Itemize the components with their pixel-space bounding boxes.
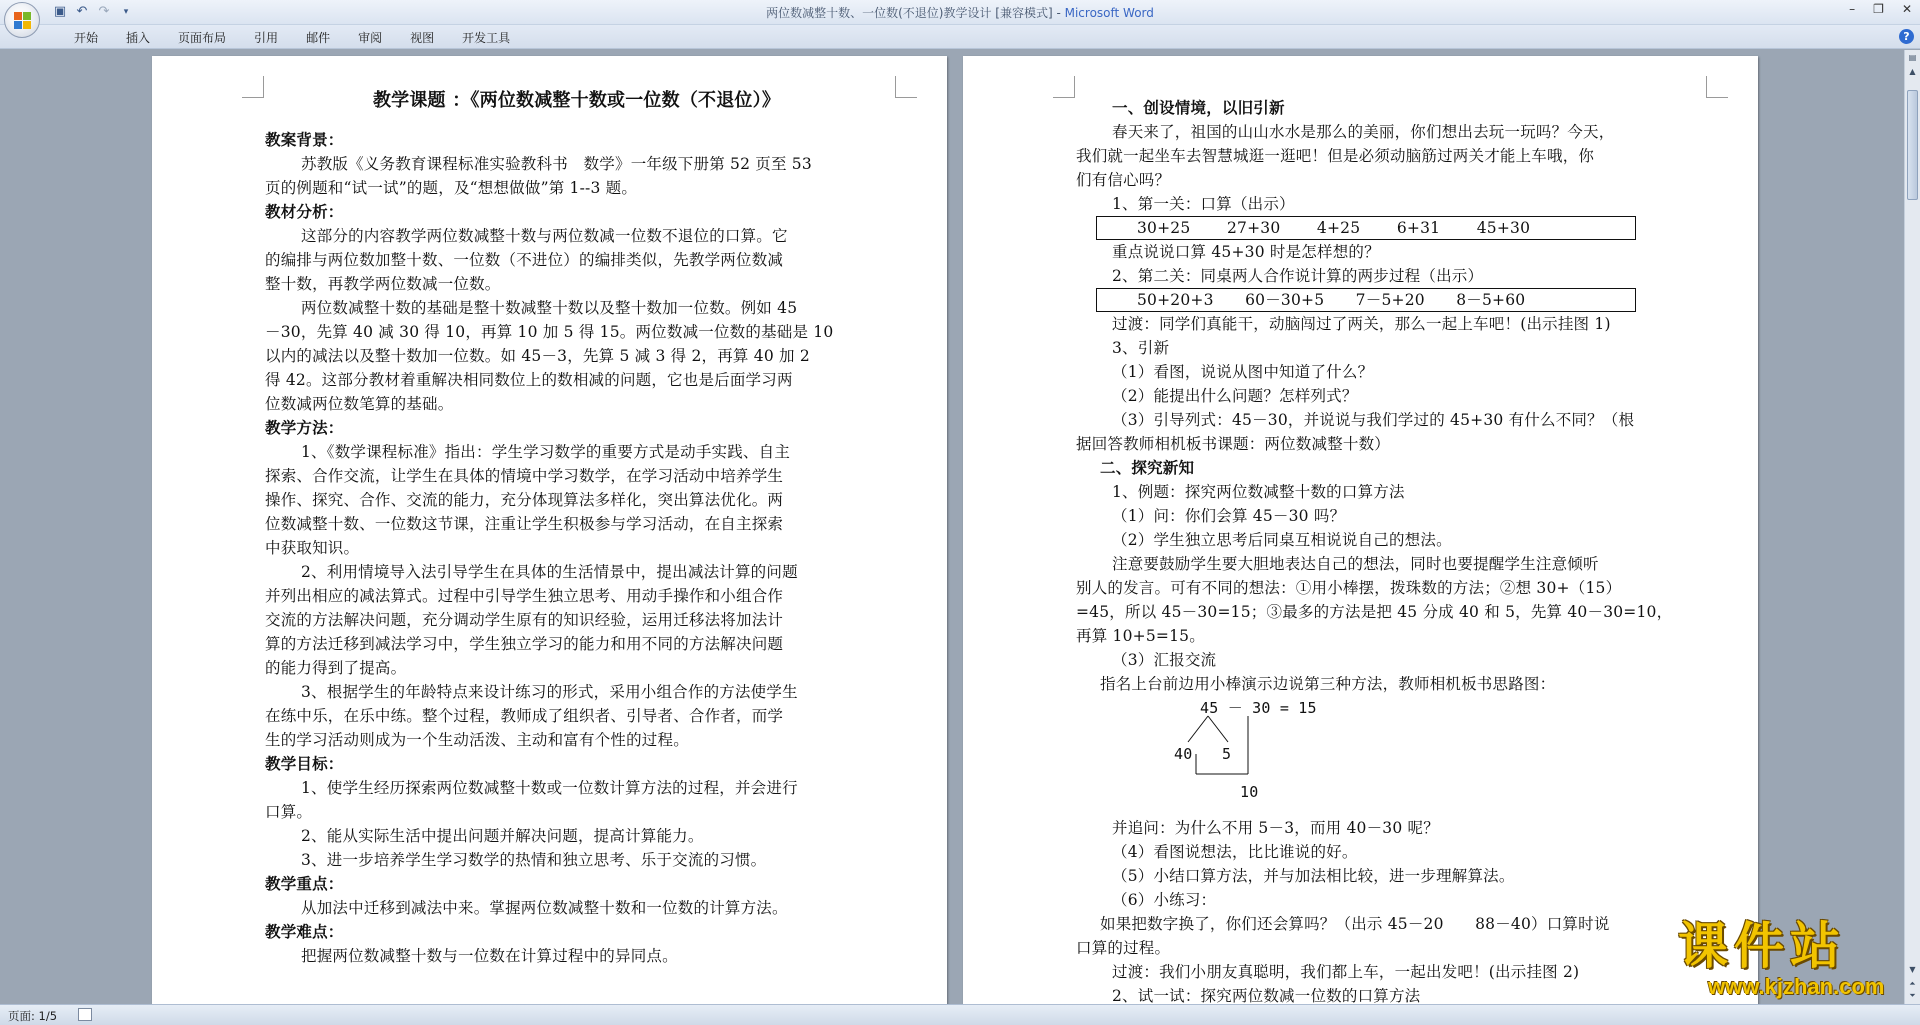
text-line: （1）看图，说说从图中知道了什么？ <box>1112 363 1374 381</box>
tab-home[interactable]: 开始 <box>74 31 99 45</box>
ruler-toggle-icon[interactable]: ▤ <box>1908 53 1917 62</box>
text-line: （3）引导列式：45－30，并说说与我们学过的 45+30 有什么不同？（根 <box>1112 411 1635 429</box>
text-line: 重点说说口算 45+30 时是怎样想的？ <box>1112 243 1380 261</box>
status-bar <box>0 1004 1920 1025</box>
text-line: 3、根据学生的年龄特点来设计练习的形式，采用小组合作的方法使学生 <box>301 683 798 701</box>
scrollbar-thumb[interactable] <box>1907 90 1918 200</box>
oral-calc-box-2: 50+20+3 60－30+5 7－5+20 8－5+60 <box>1096 288 1636 312</box>
tab-view[interactable]: 视图 <box>410 31 435 45</box>
text-line: 位数减两位数笔算的基础。 <box>265 395 454 413</box>
tab-references[interactable]: 引用 <box>254 31 279 45</box>
section-explore <box>1076 312 1699 696</box>
document-area <box>0 50 1904 1004</box>
page-1-paragraphs <box>265 128 888 968</box>
text-line: 再算 10+5=15。 <box>1076 627 1205 645</box>
text-line: （2）能提出什么问题？怎样列式？ <box>1112 387 1358 405</box>
text-line: 春天来了，祖国的山山水水是那么的美丽，你们想出去玩一玩吗？今天， <box>1112 123 1615 141</box>
text-line: =45，所以 45－30=15；③最多的方法是把 45 分成 40 和 5，先算 40－30=10， <box>1076 603 1673 621</box>
text-line: 从加法中迁移到减法中来。掌握两位数减整十数和一位数的计算方法。 <box>301 899 788 917</box>
text-line: 口算的过程。 <box>1076 939 1171 957</box>
text-line: 得 42。这部分教材着重解决相同数位上的数相减的问题，它也是后面学习两 <box>265 371 793 389</box>
section-intro <box>1076 96 1699 216</box>
text-line: 1、第一关：口算（出示） <box>1112 195 1295 213</box>
margin-corner-mark <box>1053 76 1075 98</box>
tab-review[interactable]: 审阅 <box>358 31 383 45</box>
text-line: 们有信心吗？ <box>1076 171 1171 189</box>
text-line: 如果把数字换了，你们还会算吗？（出示 45－20 88－40）口算时说 <box>1100 915 1610 933</box>
text-line: 探索、合作交流，让学生在具体的情境中学习数学，在学习活动中培养学生 <box>265 467 784 485</box>
text-line: 我们就一起坐车去智慧城逛一逛吧！但是必须动脑筋过两关才能上车哦，你 <box>1076 147 1595 165</box>
text-line: （2）学生独立思考后同桌互相说说自己的想法。 <box>1112 531 1452 549</box>
text-line: 1、《数学课程标准》指出：学生学习数学的重要方式是动手实践、自主 <box>301 443 791 461</box>
margin-corner-mark <box>895 76 917 98</box>
next-page-icon[interactable]: ⏷ <box>1909 991 1916 1000</box>
section-practice <box>1076 816 1699 1004</box>
page-count[interactable]: 页面: 1/5 <box>8 1009 58 1023</box>
office-logo-icon <box>14 12 32 30</box>
section-heading: 教案背景： <box>265 130 344 149</box>
text-line: 交流的方法解决问题，充分调动学生原有的知识经验，运用迁移法将加法计 <box>265 611 784 629</box>
text-line: 位数减整十数、一位数这节课，注重让学生积极参与学习活动，在自主探索 <box>265 515 784 533</box>
section-heading: 教学重点： <box>265 874 344 893</box>
text-line: 整十数，再教学两位数减一位数。 <box>265 275 501 293</box>
section-heading: 教学方法： <box>265 418 344 437</box>
text-line: 并列出相应的减法算式。过程中引导学生独立思考、用动手操作和小组合作 <box>265 587 784 605</box>
text-line: 1、使学生经历探索两位数减整十数或一位数计算方法的过程，并会进行 <box>301 779 798 797</box>
tab-mailings[interactable]: 邮件 <box>306 31 331 45</box>
page-2 <box>963 56 1758 1004</box>
diagram-left: 40 <box>1174 745 1193 763</box>
text-line: （3）汇报交流 <box>1112 651 1217 669</box>
text-line: 别人的发言。可有不同的想法：①用小棒摆，拨珠数的方法；②想 30+（15） <box>1076 579 1622 597</box>
thinking-diagram <box>1076 696 1699 816</box>
text-line: 2、试一试：探究两位数减一位数的口算方法 <box>1112 987 1421 1004</box>
minimize-button[interactable]: – <box>1849 2 1856 16</box>
text-line: （5）小结口算方法，并与加法相比较，进一步理解算法。 <box>1112 867 1515 885</box>
close-button[interactable]: ✕ <box>1901 2 1912 16</box>
text-line: 苏教版《义务教育课程标准实验教科书 数学》一年级下册第 52 页至 53 <box>301 155 812 173</box>
watermark-cn: 课件站 <box>1678 917 1846 975</box>
office-button[interactable] <box>4 2 40 38</box>
margin-corner-mark <box>242 76 264 98</box>
help-icon[interactable]: ? <box>1899 29 1914 44</box>
text-line: 生的学习活动则成为一个生动活泼、主动和富有个性的过程。 <box>265 731 689 749</box>
vertical-scrollbar[interactable] <box>1904 50 1920 1004</box>
text-line: 把握两位数减整十数与一位数在计算过程中的异同点。 <box>301 947 678 965</box>
text-line: 这部分的内容教学两位数减整十数与两位数减一位数不退位的口算。它 <box>301 227 788 245</box>
text-line: 操作、探究、合作、交流的能力，充分体现算法多样化，突出算法优化。两 <box>265 491 784 509</box>
page-1 <box>152 56 947 1004</box>
restore-button[interactable]: ❐ <box>1873 2 1884 16</box>
text-line: 过渡：我们小朋友真聪明，我们都上车，一起出发吧！(出示挂图 2) <box>1112 963 1580 981</box>
redo-icon[interactable]: ↷ <box>98 4 110 19</box>
margin-corner-mark <box>1706 76 1728 98</box>
text-line: 口算。 <box>265 803 313 821</box>
text-line: 过渡：同学们真能干，动脑闯过了两关，那么一起上车吧！(出示挂图 1) <box>1112 315 1611 333</box>
save-icon[interactable]: ▣ <box>53 4 67 19</box>
text-line: 据回答教师相机板书课题：两位数减整十数） <box>1076 435 1391 453</box>
scroll-down-icon[interactable]: ▼ <box>1909 965 1916 974</box>
watermark-url: www.kjzhan.com <box>1708 974 1885 999</box>
previous-page-icon[interactable]: ⏶ <box>1909 979 1916 988</box>
tab-insert[interactable]: 插入 <box>126 31 151 45</box>
undo-icon[interactable]: ↶ <box>76 4 88 19</box>
customize-dropdown-icon[interactable]: ▾ <box>123 7 129 17</box>
text-line: 以内的减法以及整十数加一位数。如 45－3，先算 5 减 3 得 2，再算 40 加 2 <box>265 347 810 365</box>
site-watermark <box>1668 918 1904 1002</box>
text-line: （4）看图说想法，比比谁说的好。 <box>1112 843 1358 861</box>
text-line: 3、进一步培养学生学习数学的热情和独立思考、乐于交流的习惯。 <box>301 851 767 869</box>
text-line: 2、能从实际生活中提出问题并解决问题，提高计算能力。 <box>301 827 704 845</box>
text-line: 算的方法迁移到减法学习中，学生独立学习的能力和用不同的方法解决问题 <box>265 635 784 653</box>
text-line: 两位数减整十数的基础是整十数减整十数以及整十数加一位数。例如 45 <box>301 299 798 317</box>
diagram-right: 5 <box>1222 745 1232 763</box>
text-line: （1）问：你们会算 45－30 吗？ <box>1112 507 1346 525</box>
window-title: 两位数减整十数、一位数(不退位)教学设计 [兼容模式] - Microsoft Word <box>766 6 1154 20</box>
section-heading: 教材分析： <box>265 202 344 221</box>
blank-line <box>265 116 888 128</box>
title-bar <box>0 0 1920 25</box>
text-line: 页的例题和“试一试”的题，及“想想做做”第 1--3 题。 <box>265 179 638 197</box>
proofing-icon[interactable] <box>78 1008 92 1021</box>
ribbon-tabs <box>0 25 1920 49</box>
lesson-title: 教学课题 ：《两位数减整十数或一位数（不退位）》 <box>372 90 781 111</box>
text-line: 注意要鼓励学生要大胆地表达自己的想法，同时也要提醒学生注意倾听 <box>1112 555 1599 573</box>
text-line: 3、引新 <box>1112 339 1170 357</box>
text-line: 2、第二关：同桌两人合作说计算的两步过程（出示） <box>1112 267 1484 285</box>
text-line: 在练中乐，在乐中练。整个过程，教师成了组织者、引导者、合作者，而学 <box>265 707 784 725</box>
window-controls <box>1849 2 1912 16</box>
section-heading: 教学难点： <box>265 922 344 941</box>
text-line: （6）小练习： <box>1112 891 1217 909</box>
page-1-text[interactable] <box>265 86 888 968</box>
section-heading: 一、创设情境，以旧引新 <box>1112 98 1285 117</box>
text-line: 的编排与两位数加整十数、一位数（不进位）的编排类似，先教学两位数减 <box>265 251 784 269</box>
text-line: 的能力得到了提高。 <box>265 659 407 677</box>
oral-calc-box-1: 30+25 27+30 4+25 6+31 45+30 <box>1096 216 1636 240</box>
text-line: －30，先算 40 减 30 得 10，再算 10 加 5 得 15。两位数减一位数的基础是 10 <box>265 323 834 341</box>
text-line: 1、例题：探究两位数减整十数的口算方法 <box>1112 483 1405 501</box>
text-line: 中获取知识。 <box>265 539 360 557</box>
section-second-level <box>1076 240 1699 288</box>
scroll-up-icon[interactable]: ▲ <box>1909 67 1916 76</box>
section-heading: 教学目标： <box>265 754 344 773</box>
diagram-result: 10 <box>1240 783 1259 801</box>
text-line: 2、利用情境导入法引导学生在具体的生活情景中，提出减法计算的问题 <box>301 563 798 581</box>
text-line: 指名上台前边用小棒演示边说第三种方法，教师相机板书思路图： <box>1100 675 1556 693</box>
tab-page-layout[interactable]: 页面布局 <box>178 31 227 45</box>
tab-developer[interactable]: 开发工具 <box>462 31 511 45</box>
diagram-equation: 45 － 30 = 15 <box>1200 699 1317 717</box>
text-line: 并追问：为什么不用 5－3，而用 40－30 呢？ <box>1112 819 1439 837</box>
section-heading: 二、探究新知 <box>1100 458 1195 477</box>
page-2-text[interactable] <box>1076 96 1699 1004</box>
